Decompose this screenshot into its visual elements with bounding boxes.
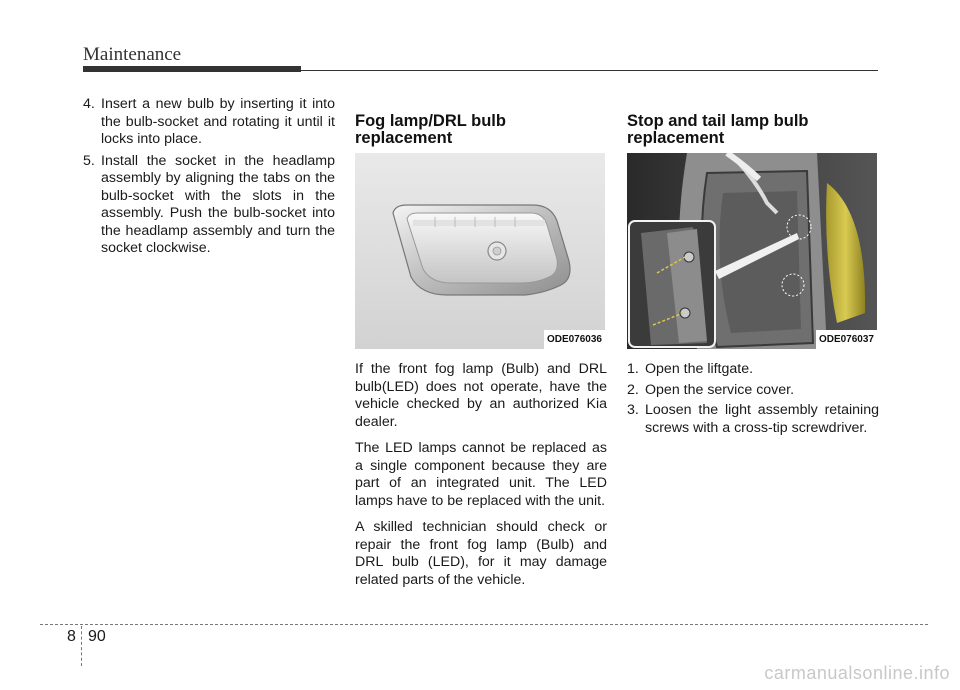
header-rule-thick xyxy=(83,66,301,72)
column-1 xyxy=(83,96,335,262)
watermark: carmanualsonline.info xyxy=(764,663,950,683)
header-rule-thin xyxy=(301,70,878,71)
step-item xyxy=(627,382,879,400)
tail-lamp-illustration xyxy=(627,153,877,349)
step-item xyxy=(83,96,335,149)
step-number: 1. xyxy=(627,361,639,377)
step-number: 5. xyxy=(83,152,95,169)
step-item xyxy=(627,402,879,437)
step-number: 4. xyxy=(83,96,95,112)
stop-tail-lamp-heading: Stop and tail lamp bulb replacement xyxy=(627,112,809,147)
step-item xyxy=(627,361,879,379)
figure-caption: ODE076036 xyxy=(544,330,605,350)
steps-list xyxy=(627,361,879,437)
step-number: 2. xyxy=(627,381,639,398)
fog-lamp-heading: Fog lamp/DRL bulb replacement xyxy=(355,112,506,147)
footer-separator xyxy=(81,626,82,666)
fog-lamp-figure xyxy=(355,153,605,349)
footer-rule xyxy=(40,624,928,625)
figure-caption: ODE076037 xyxy=(816,330,877,350)
paragraph: A skilled technician should check or repair the front fog lamp (Bulb) and DRL bulb (LED), for it may damage related parts of the vehicle. xyxy=(355,519,607,588)
column-3 xyxy=(627,96,879,440)
paragraph: If the front fog lamp (Bulb) and DRL bulb(LED) does not operate, have the vehicle checked by an authorized Kia dealer. xyxy=(355,361,607,430)
step-item xyxy=(83,153,335,258)
step-number: 3. xyxy=(627,402,639,418)
step-text: Open the service cover. xyxy=(645,381,795,398)
step-text: Loosen the light assembly retaining screws with a cross-tip screwdriver. xyxy=(645,402,879,436)
fog-lamp-illustration xyxy=(355,153,605,349)
step-text: Insert a new bulb by inserting it into the bulb-socket and rotating it until it locks into place. xyxy=(101,96,335,147)
step-text: Open the liftgate. xyxy=(645,361,754,377)
steps-list xyxy=(83,96,335,258)
paragraph: The LED lamps cannot be replaced as a single component because they are part of an integrated unit. The LED lamps have to be replaced with the unit. xyxy=(355,440,607,509)
column-2 xyxy=(355,96,607,589)
step-text: Install the socket in the headlamp assembly by aligning the tabs on the bulb-socket with the slots in the assembly. Push the bulb-socket into the headlamp assembly and turn the socket clockwise. xyxy=(101,152,335,256)
section-title: Maintenance xyxy=(83,44,182,65)
page-number: 90 xyxy=(88,628,106,645)
tail-lamp-figure xyxy=(627,153,877,349)
chapter-number: 8 xyxy=(67,628,76,645)
